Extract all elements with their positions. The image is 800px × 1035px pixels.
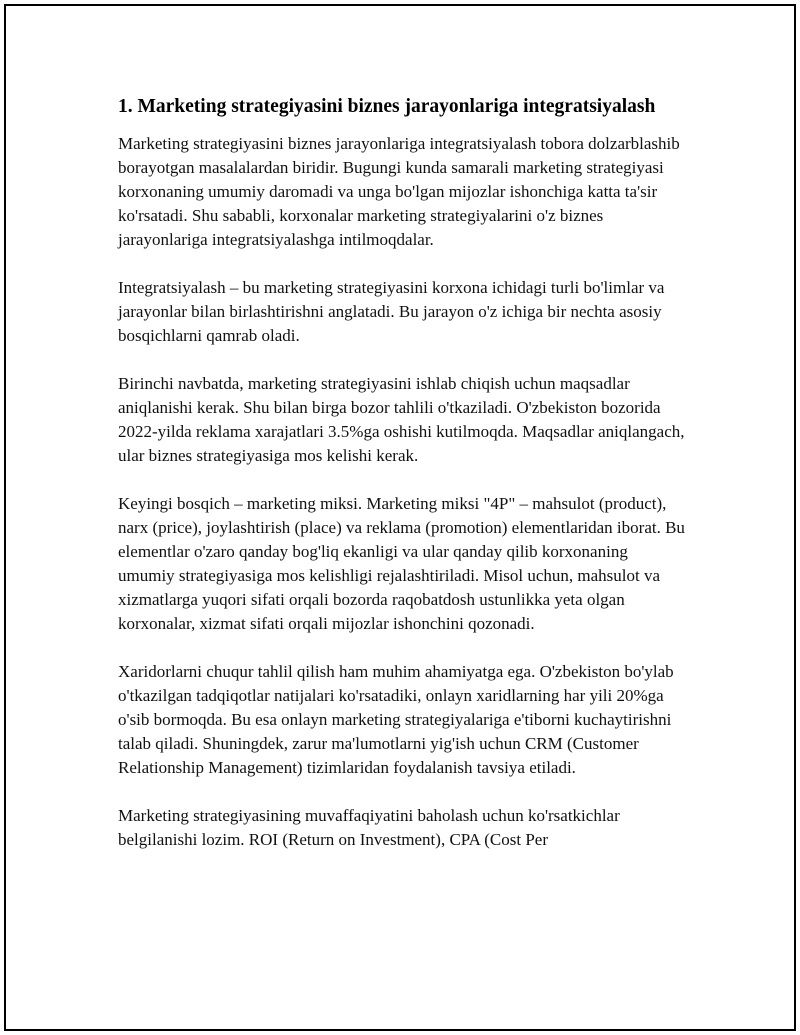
paragraph-integration-definition: Integratsiyalash – bu marketing strategiyasini korxona ichidagi turli bo'limlar va jarayonlar bilan birlashtirishni anglatadi. Bu jarayon o'z ichiga bir nechta asosiy bosqichlarni qamrab oladi. [118,278,665,345]
paragraph-goals-market-analysis: Birinchi navbatda, marketing strategiyasini ishlab chiqish uchun maqsadlar aniqlanishi kerak. Shu bilan birga bozor tahlili o'tkaziladi. O'zbekiston bozorida 2022-yilda reklama xarajatlari 3.5%ga oshishi kutilmoqda. Maqsadlar aniqlangach, ular biznes strategiyasiga mos kelishi kerak. [118,374,685,465]
paragraph-performance-metrics: Marketing strategiyasining muvaffaqiyatini baholash uchun ko'rsatkichlar belgilanishi lozim. ROI (Return on Investment), CPA (Cost Per [118,806,620,849]
paragraph-marketing-mix: Keyingi bosqich – marketing miksi. Marketing miksi "4P" – mahsulot (product), narx (price), joylashtirish (place) va reklama (promotion) elementlaridan iborat. Bu elementlar o'zaro qanday bog'liq ekanligi va ular qanday qilib korxonaning umumiy strategiyasiga mos kelishligi rejalashtiriladi. Misol uchun, mahsulot va xizmatlarga yuqori sifati orqali bozorda raqobatdosh ustunlikka yeta olgan korxonalar, xizmat sifati orqali mijozlar ishonchini qozonadi. [118,494,685,633]
paragraph-intro: Marketing strategiyasini biznes jarayonlariga integratsiyalash tobora dolzarblashib borayotgan masalalardan biridir. Bugungi kunda samarali marketing strategiyasi korxonaning umumiy daromadi va unga bo'lgan mijozlar ishonchiga katta ta'sir ko'rsatadi. Shu sababli, korxonalar marketing strategiyalarini o'z biznes jarayonlariga integratsiyalashga intilmoqdalar. [118,134,680,249]
paragraph-customer-analysis: Xaridorlarni chuqur tahlil qilish ham muhim ahamiyatga ega. O'zbekiston bo'ylab o'tkazilgan tadqiqotlar natijalari ko'rsatadiki, onlayn xaridlarning har yili 20%ga o'sib bormoqda. Bu esa onlayn marketing strategiyalariga e'tiborni kuchaytirishni talab qiladi. Shuningdek, zarur ma'lumotlarni yig'ish uchun CRM (Customer Relationship Management) tizimlaridan foydalanish tavsiya etiladi. [118,662,674,777]
document-body [118,94,688,876]
section-heading: 1. Marketing strategiyasini biznes jarayonlariga integratsiyalash [118,96,656,117]
